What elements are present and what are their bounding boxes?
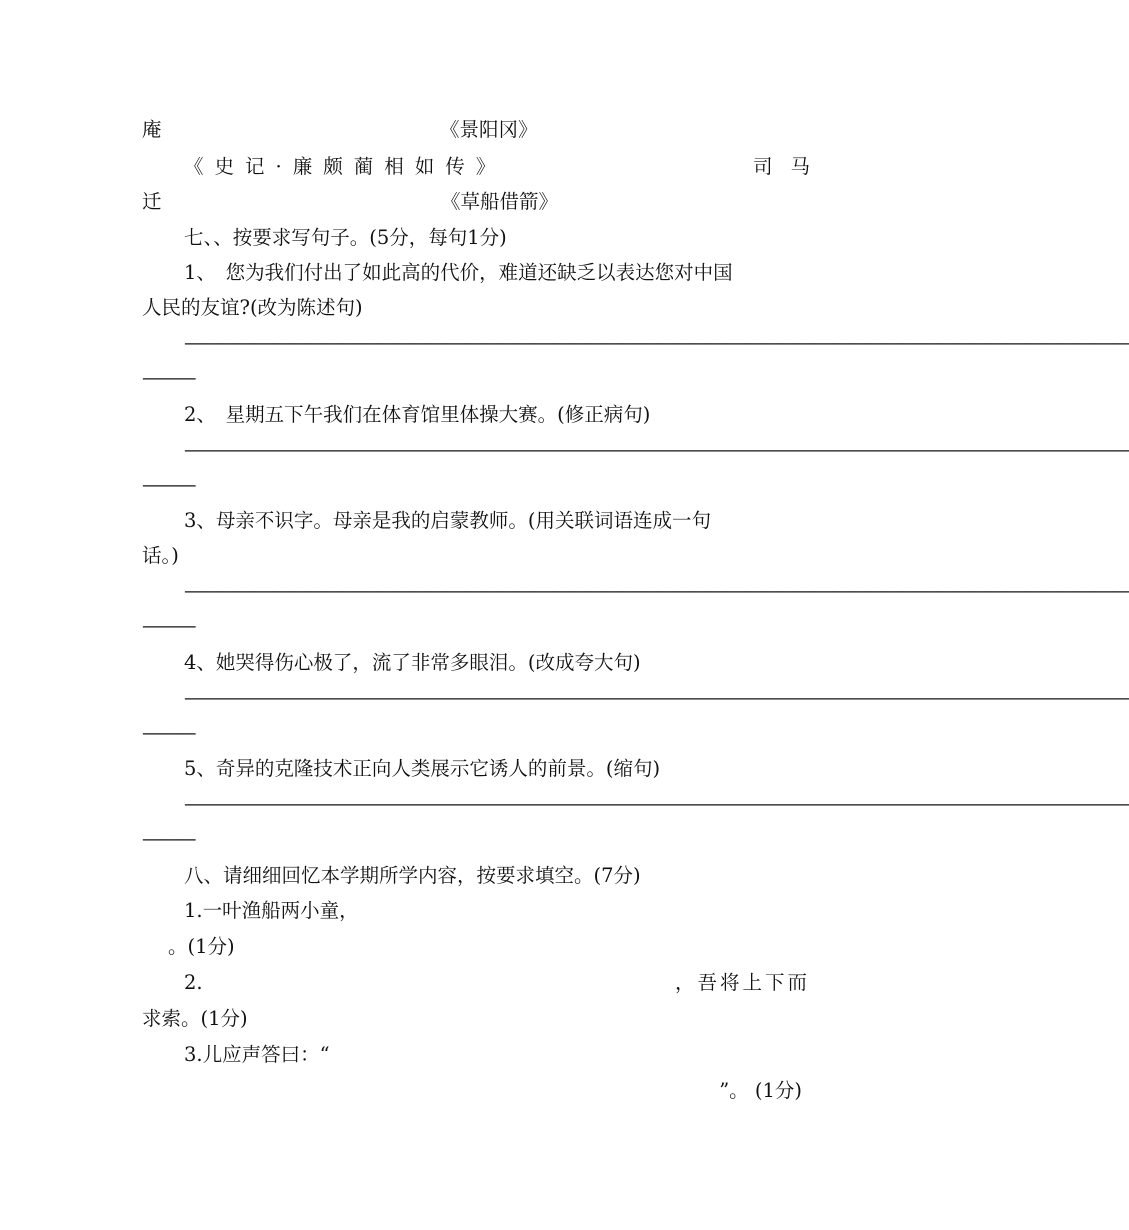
q3-line1: 3、母亲不识字。母亲是我的启蒙教师。(用关联词语连成一句 (184, 509, 712, 532)
item3-line2: ”。 (1分) (719, 1079, 802, 1102)
q3-answer-line[interactable]: —————————————————————————————————————————————————————— (184, 579, 1129, 602)
q2-answer-line[interactable]: —————————————————————————————————————————————————————— (184, 438, 1129, 461)
line1-left-text: 庵 (142, 118, 162, 141)
item2-right-text: ，吾将上下而 (674, 971, 810, 994)
item3-line1: 3.儿应声答曰：“ (184, 1043, 330, 1066)
q4-answer-line[interactable]: —————————————————————————————————————————————————————— (184, 686, 1129, 709)
item2-line1 (142, 971, 810, 995)
q1-answer-line-tail[interactable]: ——— (142, 366, 195, 389)
item2-number: 2. (184, 971, 203, 994)
q3-answer-line-tail[interactable]: ——— (142, 614, 195, 637)
section7-heading: 七、、按要求写句子。(5分，每句1分) (184, 226, 507, 249)
title-jingyanggang: 《景阳冈》 (440, 118, 538, 141)
q5-answer-line[interactable]: —————————————————————————————————————————————————————— (184, 792, 1129, 815)
q5-text: 5、奇异的克隆技术正向人类展示它诱人的前景。(缩句) (184, 757, 661, 780)
q1-line1: 1、 您为我们付出了如此高的代价，难道还缺乏以表达您对中国 (184, 261, 733, 284)
q1-answer-line[interactable]: —————————————————————————————————————————————————————— (184, 331, 1129, 354)
q5-answer-line-tail[interactable]: ——— (142, 827, 195, 850)
q2-answer-line-tail[interactable]: ——— (142, 473, 195, 496)
q2-text: 2、 星期五下午我们在体育馆里体操大赛。(修正病句) (184, 403, 651, 426)
q4-answer-line-tail[interactable]: ——— (142, 721, 195, 744)
q4-text: 4、她哭得伤心极了，流了非常多眼泪。(改成夸大句) (184, 651, 641, 674)
item2-line2: 求索。(1分) (142, 1007, 248, 1030)
item1-line2: 。(1分) (168, 935, 235, 958)
item1-line1: 1.一叶渔船两小童， (184, 899, 359, 922)
author-sima: 司马 (752, 155, 828, 178)
q3-line2: 话。) (142, 544, 179, 567)
line3-left-text: 迁 (142, 190, 162, 213)
title-shiji: 《史记·廉颇蔺相如传》 (184, 155, 507, 178)
q1-line2: 人民的友谊?(改为陈述句) (142, 296, 363, 319)
section8-heading: 八、请细细回忆本学期所学内容，按要求填空。(7分) (184, 864, 641, 887)
title-caochuan: 《草船借箭》 (441, 190, 559, 213)
line-2 (142, 155, 828, 179)
